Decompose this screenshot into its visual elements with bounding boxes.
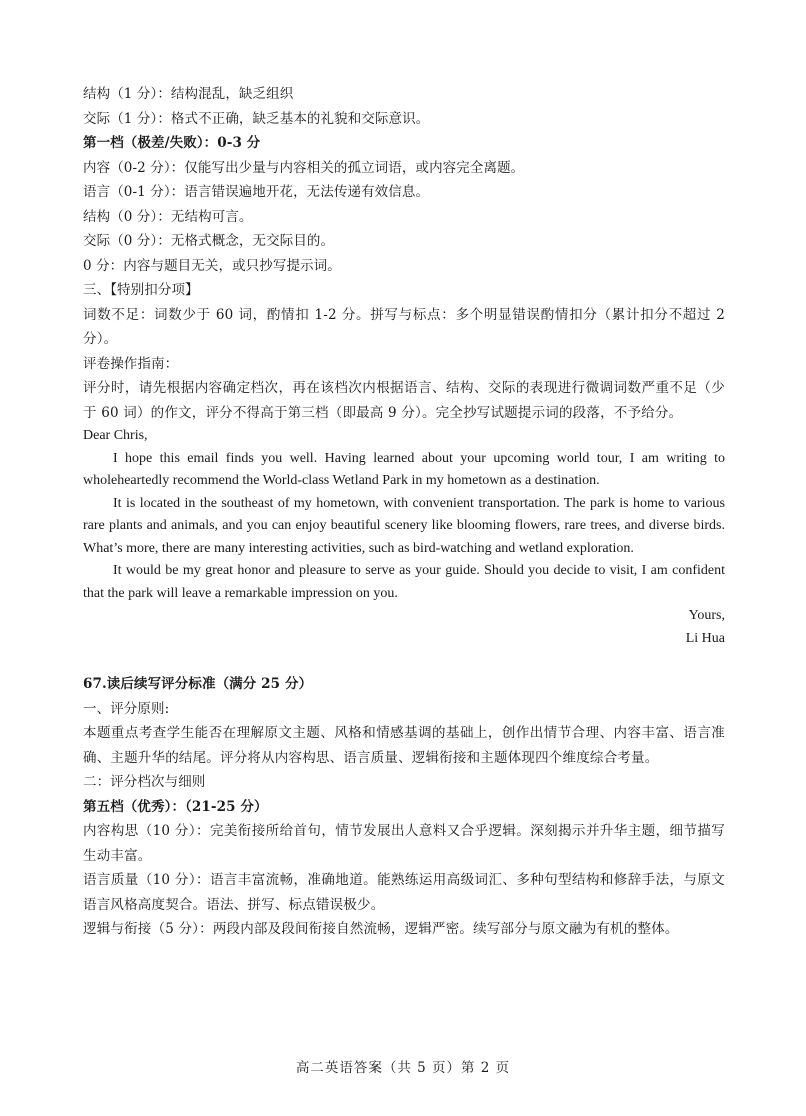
letter-paragraph-2: It is located in the southeast of my hometown, with convenient transportation. The park is home to various rare plants and animals, and you can enjoy beautiful scenery like blooming flowers, rare trees, and diverse birds. What’s more, there are many interesting activities, such as bird-watching and wetland exploration. xyxy=(83,495,725,556)
principle-heading: 一、评分原则: xyxy=(83,700,170,717)
logic-criteria-text: 逻辑与衔接（5 分）：两段内部及段间衔接自然流畅，逻辑严密。续写部分与原文融为有机的整体。 xyxy=(83,921,679,937)
letter-paragraph-1: I hope this email finds you well. Having learned about your upcoming world tour, I am writing to wholeheartedly recommend the World-class Wetland Park in my hometown as a destination. xyxy=(83,450,725,488)
letter-signature: Li Hua xyxy=(685,630,725,646)
content-criteria-text: 内容构思（10 分）：完美衔接所给首句，情节发展出人意料又合乎逻辑。深刻揭示并升华主题，细节描写生动丰富。 xyxy=(83,823,725,864)
special-deduction-heading: 三、【特别扣分项】 xyxy=(83,282,199,298)
tier-five-heading: 第五档（优秀）：（21-25 分） xyxy=(83,798,268,815)
language-criteria-text: 语言质量（10 分）：语言丰富流畅，准确地道。能熟练运用高级词汇、多种句型结构和修辞手法，与原文语言风格高度契合。语法、拼写、标点错误极少。 xyxy=(83,872,725,913)
page-footer: 高二英语答案（共 5 页）第 2 页 xyxy=(295,1060,511,1076)
grading-guide-text: 评分时，请先根据内容确定档次，再在该档次内根据语言、结构、交际的表现进行微调词数严重不足（少于 60 词）的作文，评分不得高于第三档（即最高 9 分）。完全抄写试题提示词的段落，不予给分。 xyxy=(83,380,725,421)
tier-one-language-line: 语言（0-1 分）：语言错误遍地开花，无法传递有效信息。 xyxy=(83,184,430,200)
sample-letter xyxy=(83,425,725,650)
tier-one-heading: 第一档（极差/失败）：0-3 分 xyxy=(83,135,261,151)
section-spacer xyxy=(83,650,725,672)
communication-score-line: 交际（1 分）：格式不正确，缺乏基本的礼貌和交际意识。 xyxy=(83,110,430,127)
answer-page xyxy=(83,82,725,942)
letter-paragraph-3: It would be my great honor and pleasure to serve as your guide. Should you decide to visit, I am confident that the park will leave a remarkable impression on you. xyxy=(83,563,725,601)
letter-closing: Yours, xyxy=(688,608,725,623)
principle-text: 本题重点考查学生能否在理解原文主题、风格和情感基调的基础上，创作出情节合理、内容丰富、语言准确、主题升华的结尾。评分将从内容构思、语言质量、逻辑衔接和主题体现四个维度综合考量。 xyxy=(83,725,725,766)
tier-one-structure-line: 结构（0 分）：无结构可言。 xyxy=(83,208,253,225)
letter-greeting: Dear Chris, xyxy=(83,428,148,443)
structure-score-line: 结构（1 分）：结构混乱，缺乏组织 xyxy=(83,86,294,102)
section-67-title: 67.读后续写评分标准（满分 25 分） xyxy=(83,676,313,692)
zero-score-line: 0 分：内容与题目无关，或只抄写提示词。 xyxy=(83,257,341,274)
grading-guide-heading: 评卷操作指南： xyxy=(83,355,179,372)
special-deduction-text: 词数不足：词数少于 60 词，酌情扣 1-2 分。拼写与标点：多个明显错误酌情扣分（累计扣分不超过 2 分）。 xyxy=(83,306,725,347)
tier-one-communication-line: 交际（0 分）：无格式概念，无交际目的。 xyxy=(83,233,335,249)
tier-one-content-line: 内容（0-2 分）：仅能写出少量与内容相关的孤立词语，或内容完全离题。 xyxy=(83,159,525,176)
levels-heading: 二：评分档次与细则 xyxy=(83,774,206,790)
